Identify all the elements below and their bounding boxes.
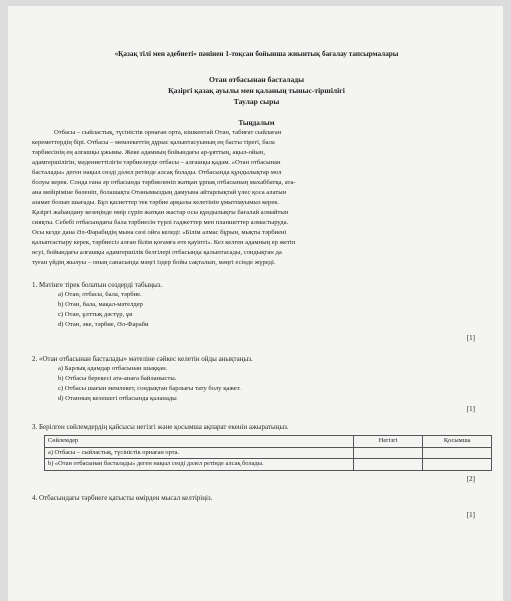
reading-line: адамгершілігін, мәдениеттілігін тәрбиелеуде отбасы – алғашқы қадам. «Отан отбасынан <box>32 159 281 166</box>
worksheet-header: «Қазақ тілі мен әдебиеті» пәнінен 1-тоқсан бойынша жиынтық бағалау тапсырмалары <box>114 50 399 58</box>
table-header-additional: Қосымша <box>423 436 492 448</box>
table-row <box>45 459 492 471</box>
reading-line: Осы кезде дана Әл-Фарабидің мына сөзі ойға келеді: «Білім алмас бұрын, мықты тәрбиені <box>32 229 287 236</box>
question-3 <box>32 422 481 483</box>
additional-answer-cell[interactable] <box>423 459 492 471</box>
topic-title-1: Отан отбасынан басталады <box>208 75 305 84</box>
option-a: a) Отан, отбасы, бала, тәрбие. <box>58 291 142 298</box>
reading-line: ана мейіріміне бөленіп, болашақта Отанымыздың дамуына айтарлықтай үлес қоса алатын <box>32 189 287 196</box>
table-header-sentences: Сөйлемдер <box>45 436 354 448</box>
option-c: c) Отбасы шағын мемлекет, сондықтан барлығы тату болу қажет. <box>58 385 241 392</box>
question-1-options <box>58 290 481 330</box>
question-1-mark: [1] <box>466 334 475 342</box>
reading-line: Қазіргі жаһандану кезеңінде өмір сүріп жатқан жастар осы құндылықты бағалай алмайтын <box>32 209 289 216</box>
question-1-text: 1. Мәтінге тірек болатын сөздерді табыңыз. <box>32 281 163 289</box>
reading-line: азамат болып шығады. Бұл қасиеттер тек тәрбие арқылы келетінін ұмытпауымыз керек. <box>32 199 280 206</box>
topic-titles <box>32 74 481 107</box>
reading-line: өсуі, бойындағы алғашқы адамгершілік белгілері отбасында қалыптасады, сондықтан да <box>32 249 282 256</box>
question-3-text: 3. Берілген сөйлемдердің қайсысы негізгі және қосымша ақпарат екенін ажыратыңыз. <box>32 423 289 431</box>
topic-title-2: Қазіргі қазақ ауылы мен қаланың тыныс-тіршілігі <box>168 86 345 95</box>
question-2-options <box>58 364 481 404</box>
reading-line: басталады» деген нақыл сөзді дәлел ретінде алсақ болады. Отбасында құндылықтар мол <box>32 169 282 176</box>
option-d: d) Отан, әке, тәрбие, Әл-Фараби <box>58 321 149 328</box>
classification-table <box>44 435 492 471</box>
question-3-mark: [2] <box>466 474 475 483</box>
question-2 <box>32 354 481 413</box>
main-answer-cell[interactable] <box>353 447 422 459</box>
additional-answer-cell[interactable] <box>423 447 492 459</box>
reading-line: тәрбиесінің ең алғашқы ұжымы. Жеке адамның бойындағы ар-ұяттың, ақыл-ойын, <box>32 149 266 156</box>
option-b: b) Отбасы берекесі ата-анаға байланысты. <box>58 375 177 382</box>
question-2-text: 2. «Отан отбасынан басталады» мәтеліне сәйкес келетін ойды анықтаңыз. <box>32 355 253 363</box>
question-4 <box>32 493 481 519</box>
option-c: c) Отан, ұлттық дәстүр, ұя <box>58 311 133 318</box>
reading-text <box>32 128 477 268</box>
option-b: b) Отан, бала, мақал-мәтелдер <box>58 301 143 308</box>
table-header-main: Негізгі <box>353 436 422 448</box>
table-header-row <box>45 436 492 448</box>
question-2-mark: [1] <box>466 405 475 413</box>
sentence-cell: a) Отбасы – сыйластық, түсіністік орнаған орта. <box>45 447 354 459</box>
option-d: d) Отанның келешегі отбасында қаланады <box>58 395 177 402</box>
question-4-mark: [1] <box>466 510 475 519</box>
reading-line: туған үйдің жылуы – оның санасында мәңгі іздер бойы сақталып, мәңгі есінде жүреді. <box>32 259 276 266</box>
topic-title-3: Таулар сыры <box>233 97 280 106</box>
reading-line: сияқты. Себебі отбасындағы бала тәрбиесін түрлі гаджеттер мен планшеттер алмастыруда. <box>32 219 289 226</box>
reading-line: кереметтердің бірі. Отбасы – мемлекеттің дұрыс қалыптасуының ең басты тірегі, бала <box>32 139 275 146</box>
reading-line: болуы керек. Сонда ғана әр отбасында тәрбиеленіп жатқан ұрпақ отбасының махаббатқа, ата- <box>32 179 296 186</box>
question-1 <box>32 280 481 342</box>
option-a: a) Барлық адамдар отбасынан шыққан. <box>58 365 168 372</box>
worksheet-page <box>8 6 503 601</box>
reading-line: қалыптастыру керек, тәрбиесіз алған білім қоғамға өте қауіпті». Кез келген адамның ер жетіп <box>32 239 296 246</box>
reading-title: Тыңдалым <box>238 119 275 127</box>
table-row <box>45 447 492 459</box>
main-answer-cell[interactable] <box>353 459 422 471</box>
sentence-cell: b) «Отан отбасынан басталады» деген нақыл сөзді дәлел ретінде алсақ болады. <box>45 459 354 471</box>
question-4-text: 4. Отбасындағы тәрбиеге қатысты өмірден мысал келтіріңіз. <box>32 493 213 502</box>
reading-line: Отбасы – сыйластық, түсіністік орнаған орта, кішкентай Отан, табиғат сыйлаған <box>54 129 282 136</box>
